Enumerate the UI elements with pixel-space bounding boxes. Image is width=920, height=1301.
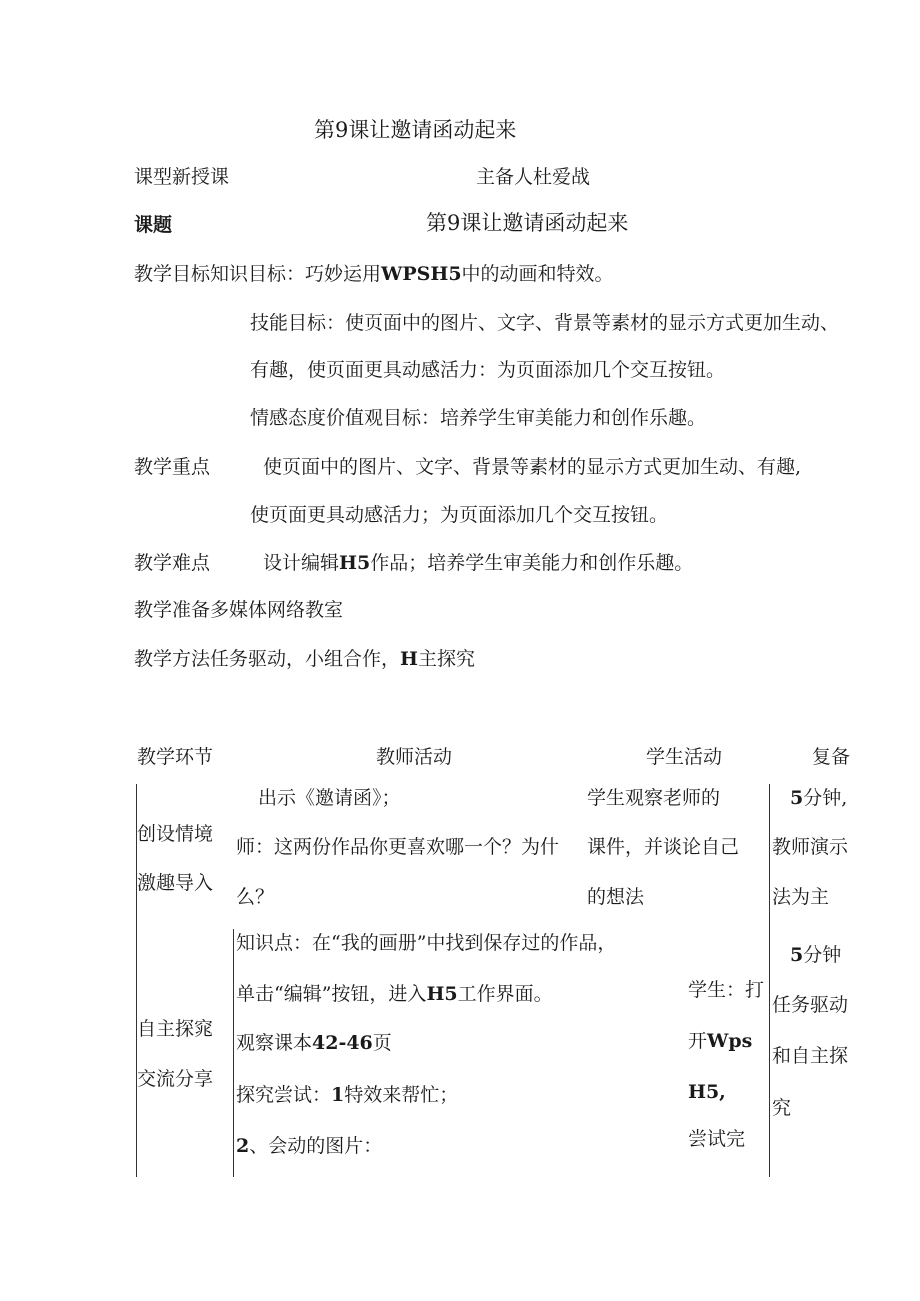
table-line-notes <box>769 784 770 1177</box>
row2-student-line3: H5, <box>688 1081 726 1103</box>
preparer: 主备人杜爱战 <box>476 166 591 188</box>
preparation: 教学准备多媒体网络教室 <box>134 599 344 621</box>
row1-student-line2: 课件，并谈论自己 <box>587 836 740 858</box>
row2-student-line1: 学生：打 <box>688 979 765 1001</box>
goals-skill-line2: 有趣，使页面更具动感活力：为页面添加几个交互按钮。 <box>250 359 726 381</box>
methods <box>134 647 475 671</box>
row2-teacher-line5-suffix: 、会动的图片： <box>249 1135 383 1157</box>
row2-notes-bold: 5 <box>790 944 804 966</box>
topic-label: 课题 <box>134 214 173 236</box>
row2-teacher-line4-suffix: 特效来帮忙； <box>344 1084 459 1106</box>
row2-notes-line1 <box>790 943 841 967</box>
goals-knowledge <box>134 262 614 286</box>
row1-stage-line2: 激趣导入 <box>137 872 214 894</box>
row2-student-line4: 尝试完 <box>688 1128 746 1150</box>
row2-teacher-line2-bold: H5 <box>426 983 458 1005</box>
goals-prefix: 教学目标知识目标：巧妙运用 <box>134 263 382 285</box>
row2-teacher-line2-prefix: 单击“编辑”按钮，进入 <box>236 983 427 1005</box>
row1-notes-rest: 分钟, <box>803 787 848 809</box>
row2-teacher-line4 <box>236 1083 458 1107</box>
row1-teacher-line1: 出示《邀请函》； <box>258 787 401 809</box>
row2-teacher-line3-prefix: 观察课本 <box>236 1032 313 1054</box>
lesson-type: 课型新授课 <box>134 166 230 188</box>
goals-emotion: 情感态度价值观目标：培养学生审美能力和创作乐趣。 <box>250 407 707 429</box>
methods-prefix: 教学方法任务驱动，小组合作， <box>134 648 401 670</box>
row1-student-line3: 的想法 <box>587 886 645 908</box>
page-title: 第9课让邀请函动起来 <box>314 118 517 142</box>
difficulties-prefix: 设计编辑 <box>263 552 340 574</box>
topic-value: 第9课让邀请函动起来 <box>426 211 629 235</box>
row2-student-line2-bold: Wps <box>707 1030 753 1052</box>
row1-stage-line1: 创设情境 <box>137 823 214 845</box>
goals-suffix: 中的动画和特效。 <box>461 263 614 285</box>
row2-stage-line1: 自主探窕 <box>137 1018 214 1040</box>
row2-teacher-line5 <box>236 1134 382 1158</box>
row2-teacher-line3-suffix: 页 <box>372 1032 392 1054</box>
goals-bold: WPSH5 <box>381 263 462 285</box>
row2-teacher-line5-bold: 2 <box>236 1135 250 1157</box>
key-points-line1: 使页面中的图片、文字、背景等素材的显示方式更加生动、有趣, <box>263 456 802 478</box>
row1-notes-line1 <box>790 786 847 810</box>
key-points-line2: 使页面更具动感活力；为页面添加几个交互按钮。 <box>250 504 669 526</box>
row2-teacher-line2 <box>236 982 553 1006</box>
table-header-notes: 复备 <box>812 746 851 768</box>
row2-teacher-line4-prefix: 探究尝试： <box>236 1084 332 1106</box>
row2-stage-line2: 交流分享 <box>137 1068 214 1090</box>
row1-notes-line2: 教师演示 <box>772 836 849 858</box>
methods-bold: H <box>400 648 418 670</box>
row1-notes-bold: 5 <box>790 787 804 809</box>
row2-notes-line4: 究 <box>772 1097 792 1119</box>
row2-teacher-line4-bold: 1 <box>331 1084 345 1106</box>
difficulties-bold: H5 <box>339 552 371 574</box>
difficulties-label: 教学难点 <box>134 552 211 574</box>
table-header-teacher: 教师活动 <box>376 746 453 768</box>
table-line-stage <box>233 929 234 1177</box>
row1-teacher-line3: 么？ <box>236 886 275 908</box>
row2-student-line2-prefix: 开 <box>688 1030 708 1052</box>
row2-teacher-line3-bold: 42-46 <box>312 1032 373 1054</box>
row2-teacher-line3 <box>236 1031 392 1055</box>
table-header-student: 学生活动 <box>646 746 723 768</box>
row2-teacher-line1: 知识点：在“我的画册”中找到保存过的作品， <box>236 932 617 954</box>
row1-student-line1: 学生观察老师的 <box>587 787 721 809</box>
row2-student-line2 <box>688 1029 752 1053</box>
row2-notes-line2: 任务驱动 <box>772 994 849 1016</box>
row1-notes-line3: 法为主 <box>772 886 830 908</box>
methods-suffix: 主探究 <box>417 648 475 670</box>
row1-teacher-line2: 师：这两份作品你更喜欢哪一个？为什 <box>236 836 560 858</box>
row2-teacher-line2-suffix: 工作界面。 <box>457 983 553 1005</box>
goals-skill-line1: 技能目标：使页面中的图片、文字、背景等素材的显示方式更加生动、 <box>250 312 840 334</box>
difficulties-suffix: 作品；培养学生审美能力和创作乐趣。 <box>370 552 694 574</box>
row2-notes-line3: 和自主探 <box>772 1045 849 1067</box>
row2-notes-rest: 分钟 <box>803 944 842 966</box>
difficulties-text <box>263 551 693 575</box>
key-points-label: 教学重点 <box>134 456 211 478</box>
table-header-stage: 教学环节 <box>137 746 214 768</box>
